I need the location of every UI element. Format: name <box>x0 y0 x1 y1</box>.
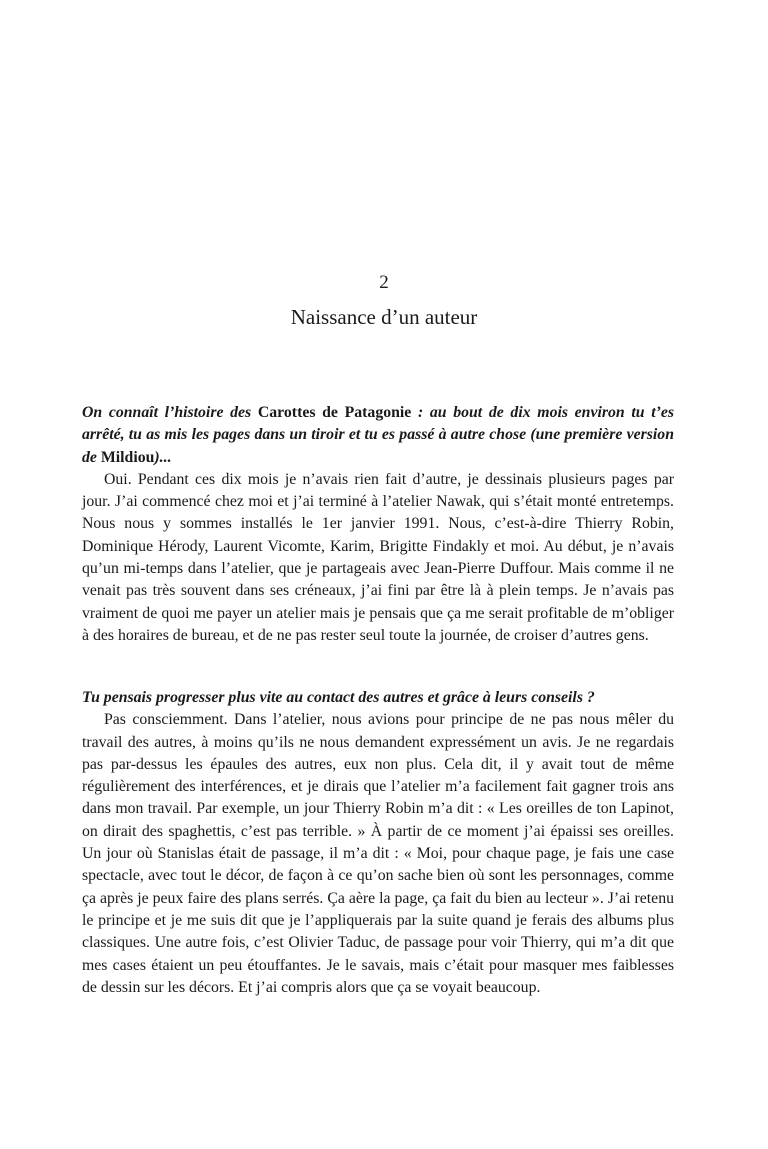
question-part: : au bout de dix mois environ tu t’es arrêté, tu as mis les pages dans un tiroir et tu es passé à autre chose (une première version de <box>82 404 674 466</box>
interview-question <box>82 402 674 469</box>
interview-question: Tu pensais progresser plus vite au contact des autres et grâce à leurs conseils ? <box>82 689 595 706</box>
interview-block-2 <box>82 687 674 999</box>
interview-block-1 <box>82 402 674 647</box>
chapter-number: 2 <box>379 272 389 293</box>
chapter-title: Naissance d’un auteur <box>290 305 478 329</box>
book-title-carottes: Carottes de Patagonie <box>257 404 412 421</box>
question-part: On connaît l’histoire des <box>82 404 258 421</box>
interview-answer: Pas consciemment. Dans l’atelier, nous avions pour principe de ne pas nous mêler du travail des autres, à moins qu’ils ne nous demandent expressément un avis. Je ne regardais pas par-dessus les épaules des autres, eux non plus. Cela dit, il y avait tout de même régulièrement des interférences, et je dirais que l’atelier m’a facilement fait gagner trois ans dans mon travail. Par exemple, un jour Thierry Robin m’a dit : « Les oreilles de ton Lapinot, on dirait des spaghettis, c’est pas terrible. » À partir de ce moment j’ai épaissi ses oreilles. Un jour où Stanislas était de passage, il m’a dit : « Moi, pour chaque page, je fais une case spectacle, avec tout le décor, de façon à ce qu’on sache bien où sont les personnages, comme ça après je peux faire des plans serrés. Ça aère la page, ça fait du bien au lecteur ». J’ai retenu le principe et je me suis dit que je l’appliquerais par la suite quand je ferais des albums plus classiques. Une autre fois, c’est Olivier Taduc, de passage pour voir Thierry, qui m’a dit que mes cases étaient un peu étouffantes. Je le savais, mais c’était pour masquer mes faiblesses de dessin sur les décors. Et j’ai compris alors que ça se voyait beaucoup. <box>82 711 674 996</box>
interview-answer: Oui. Pendant ces dix mois je n’avais rien fait d’autre, je dessinais plusieurs pages par jour. J’ai commencé chez moi et j’ai terminé à l’atelier Nawak, qui s’était monté entretemps. Nous nous y sommes installés le 1er janvier 1991. Nous, c’est-à-dire Thierry Robin, Dominique Hérody, Laurent Vicomte, Karim, Brigitte Findakly et moi. Au début, je n’avais qu’un mi-temps dans l’atelier, que je partageais avec Jean-Pierre Duffour. Mais comme il ne venait pas très souvent dans ses créneaux, j’ai fini par être là à plein temps. Je n’avais pas vraiment de quoi me payer un atelier mais je pensais que ça me serait profitable de m’obliger à des horaires de bureau, et de ne pas rester seul toute la journée, de croiser d’autres gens. <box>82 470 674 644</box>
book-title-mildiou: Mildiou <box>100 448 155 466</box>
question-part: )... <box>154 448 172 466</box>
